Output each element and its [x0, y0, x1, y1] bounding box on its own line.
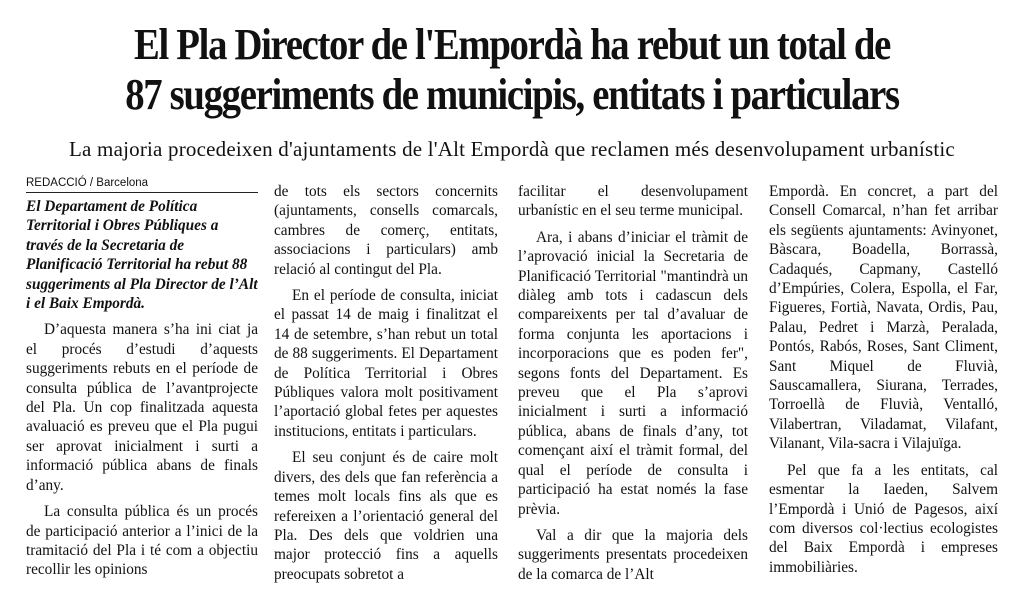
body-paragraph: En el període de consulta, iniciat el passat 14 de maig i finalitzat el 14 de setembre, s’han rebut un total de 88 suggeriments. El Departament de Política Territorial i Obres Públiques valora molt positivament l’aportació global fetes per aquestes institucions, entitats i particulars. [274, 287, 498, 440]
body-paragraph: Ara, i abans d’iniciar el tràmit de l’aprovació inicial la Secretaria de Planificació Territorial "mantindrà un diàleg amb tots i cadascun dels compareixents per tal d’avaluar de forma conjunta les aportacions i incorporacions que es poden fer", segons fonts del Departament. Es preveu que el Pla s’aprovi inicialment i surti a informació pública, abans de finals d’any, tot començant així el tràmit formal, del qual el període de consulta i participació ha estat només la fase prèvia. [518, 228, 748, 518]
headline [61, 20, 962, 120]
body-paragraph: facilitar el desenvolupament urbanístic en el seu terme municipal. [518, 183, 748, 220]
article-column-1 [26, 176, 258, 580]
byline: REDACCIÓ / Barcelona [26, 176, 258, 193]
subtitle: La majoria procedeixen d'ajuntaments de l'Alt Empordà que reclamen més desenvolupament urbanístic [69, 137, 955, 161]
body-paragraph: Pel que fa a les entitats, cal esmentar la Iaeden, Salvem l’Empordà i Unió de Pagesos, així com diversos col·lectius ecologistes del Baix Empordà i empreses immobiliàries. [769, 461, 998, 576]
body-paragraph: Empordà. En concret, a part del Consell Comarcal, n’han fet arribar els següents ajuntaments: Avinyonet, Bàscara, Boadella, Borrassà, Cadaqués, Capmany, Castelló d’Empúries, Colera, Espolla, el Far, Figueres, Fortià, Navata, Ordis, Pau, Palau, Pedret i Marzà, Peralada, Pontós, Rabós, Roses, Sant Climent, Sant Miquel de Fluvià, Sauscamallera, Siurana, Terrades, Torroellà de Fluvià, Ventalló, Vilabertran, Viladamat, Vilafant, Vilanant, Vila-sacra i Vilajuïga. [769, 183, 998, 453]
body-paragraph: El seu conjunt és de caire molt divers, des dels que fan referència a temes molt locals fins als que es refereixen a l’orientació general del Pla. Des dels que voldrien una major protecció fins a aquells preocupats sobretot a [274, 449, 498, 583]
body-paragraph: de tots els sectors concernits (ajuntaments, consells comarcals, cambres de comerç, entitats, associacions i particulars) amb relació al contingut del Pla. [274, 183, 498, 278]
lead-paragraph: El Departament de Política Territorial i Obres Públiques a través de la Secretaria de Planificació Territorial ha rebut 88 suggeriments al Pla Director de l’Alt i el Baix Empordà. [26, 198, 258, 313]
article-column-3 [518, 182, 748, 584]
body-paragraph: Val a dir que la majoria dels suggeriments presentats procedeixen de la comarca de l’Alt [518, 526, 748, 583]
headline-line-1: El Pla Director de l'Empordà ha rebut un total de [133, 20, 890, 69]
article-column-4 [769, 182, 998, 577]
body-paragraph: D’aquesta manera s’ha ini ciat ja el procés d’estudi d’aquests suggeriments rebuts en el període de consulta pública de l’avantprojecte del Pla. Un cop finalitzada aquesta avaluació es preveu que el Pla pugui ser aprovat inicialment i surti a informació pública abans de finals d’any. [26, 321, 258, 494]
headline-line-2: 87 suggeriments de municipis, entitats i particulars [125, 70, 899, 119]
article-column-2 [274, 182, 498, 584]
body-paragraph: La consulta pública és un procés de participació anterior a l’inici de la tramitació del Pla i té com a objectiu recollir les opinions [26, 503, 258, 579]
